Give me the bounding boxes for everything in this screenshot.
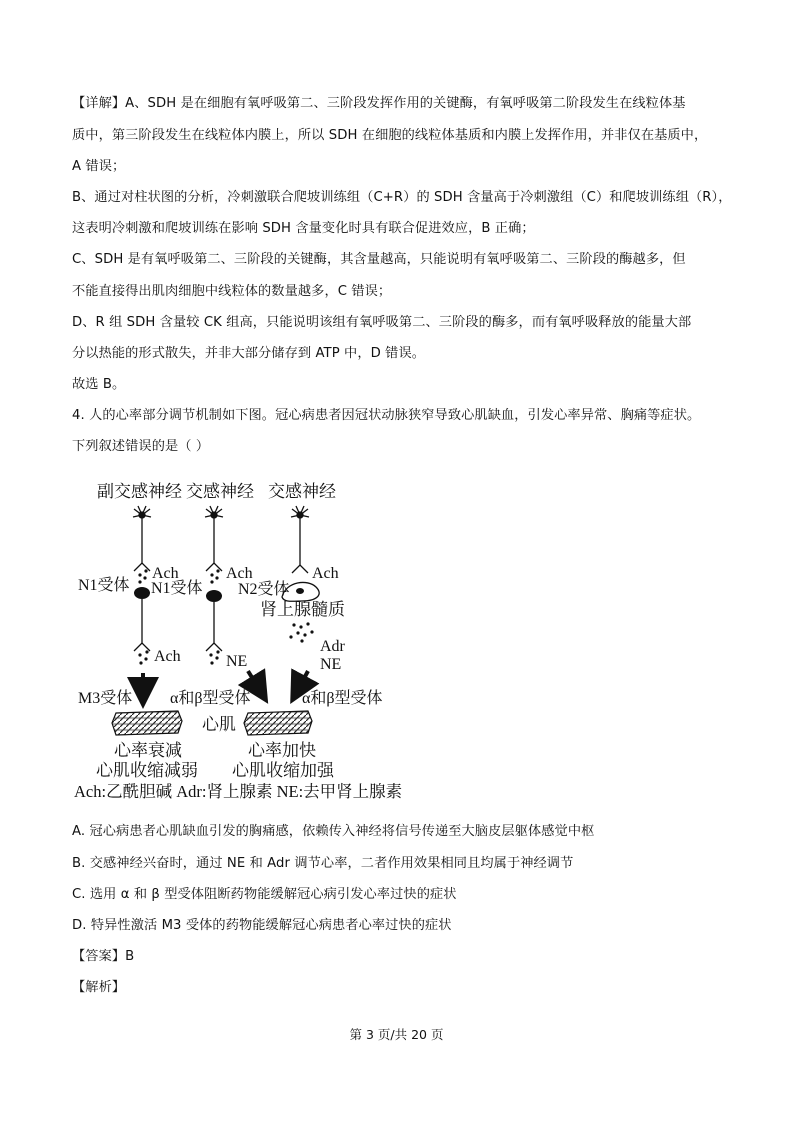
- left-result-rate: 心率衰减: [114, 741, 182, 760]
- m3-receptor-label: M3受体: [78, 690, 133, 707]
- explanation-line: D、R 组 SDH 含量较 CK 组高，只能说明该组有氧呼吸第二、三阶段的酶多，而有氧呼吸释放的能量大部: [72, 315, 692, 330]
- right-result-contraction: 心肌收缩加强: [232, 761, 334, 780]
- heart-rate-regulation-diagram: [72, 475, 442, 805]
- option-c: C. 选用 α 和 β 型受体阻断药物能缓解冠心病引发心率过快的症状: [72, 887, 457, 902]
- ach-label: Ach: [312, 565, 339, 582]
- right-result-rate: 心率加快: [248, 741, 316, 760]
- option-a: A. 冠心病患者心肌缺血引发的胸痛感，依赖传入神经将信号传递至大脑皮层躯体感觉中枢: [72, 824, 595, 839]
- heart-muscle-left-icon: [112, 711, 182, 735]
- heart-muscle-right-icon: [244, 711, 312, 735]
- ach-label: Ach: [154, 648, 181, 665]
- left-result-contraction: 心肌收缩减弱: [96, 761, 198, 780]
- option-d: D. 特异性激活 M3 受体的药物能缓解冠心病患者心率过快的症状: [72, 918, 452, 933]
- sympathetic-nerve-label-1: 交感神经: [186, 482, 254, 501]
- ne-label: NE: [226, 653, 248, 670]
- heart-muscle-label: 心肌: [202, 715, 236, 734]
- ne-label: NE: [320, 656, 342, 673]
- diagram-legend: Ach:乙酰胆碱 Adr:肾上腺素 NE:去甲肾上腺素: [74, 782, 403, 801]
- adr-label: Adr: [320, 638, 345, 655]
- explanation-line: 故选 B。: [72, 377, 126, 392]
- n1-receptor-label: N1受体: [78, 577, 130, 594]
- answer-label: 【答案】B: [72, 949, 135, 964]
- option-b: B. 交感神经兴奋时，通过 NE 和 Adr 调节心率，二者作用效果相同且均属于神经调节: [72, 856, 574, 871]
- postganglionic-axons: [134, 599, 222, 651]
- explanation-line: B、通过对柱状图的分析，冷刺激联合爬坡训练组（C+R）的 SDH 含量高于冷刺激组（C）和爬坡训练组（R），: [72, 190, 732, 205]
- alpha-beta-receptor-label: α和β型受体: [302, 690, 383, 707]
- explanation-line: 分以热能的形式散失，并非大部分储存到 ATP 中，D 错误。: [72, 346, 426, 361]
- question-stem: 4. 人的心率部分调节机制如下图。冠心病患者因冠状动脉狭窄导致心肌缺血，引发心率异常、胸痛等症状。: [72, 408, 701, 423]
- explanation-line: 质中，第三阶段发生在线粒体内膜上，所以 SDH 在细胞的线粒体基质和内膜上发挥作用，并非仅在基质中，: [72, 128, 708, 143]
- explanation-line: A 错误；: [72, 159, 126, 174]
- alpha-beta-receptor-label: α和β型受体: [170, 690, 251, 707]
- explanation-line: 不能直接得出肌肉细胞中线粒体的数量越多，C 错误；: [72, 284, 392, 299]
- ach-label: Ach: [226, 565, 253, 582]
- n1-receptor-icon: [206, 590, 222, 602]
- explanation-line: C、SDH 是有氧呼吸第二、三阶段的关键酶，其含量越高，只能说明有氧呼吸第二、三阶段的酶越多，但: [72, 252, 686, 267]
- n1-receptor-label: N1受体: [151, 580, 203, 597]
- page-footer: 第 3 页/共 20 页: [349, 1027, 444, 1042]
- explanation-line: 这表明冷刺激和爬坡训练在影响 SDH 含量变化时具有联合促进效应，B 正确；: [72, 221, 535, 236]
- question-stem: 下列叙述错误的是（ ）: [72, 439, 210, 454]
- ach-label: Ach: [152, 565, 179, 582]
- sympathetic-nerve-label-2: 交感神经: [268, 482, 336, 501]
- n1-receptor-icon: [134, 587, 150, 599]
- n2-receptor-label: N2受体: [238, 581, 290, 598]
- parasympathetic-nerve-label: 副交感神经: [97, 482, 182, 501]
- neuron-body-icon: [133, 506, 309, 518]
- adrenal-medulla-label: 肾上腺髓质: [260, 600, 345, 619]
- analysis-label: 【解析】: [72, 980, 126, 995]
- explanation-line: 【详解】A、SDH 是在细胞有氧呼吸第二、三阶段发挥作用的关键酶，有氧呼吸第二阶段发生在线粒体基: [72, 96, 686, 111]
